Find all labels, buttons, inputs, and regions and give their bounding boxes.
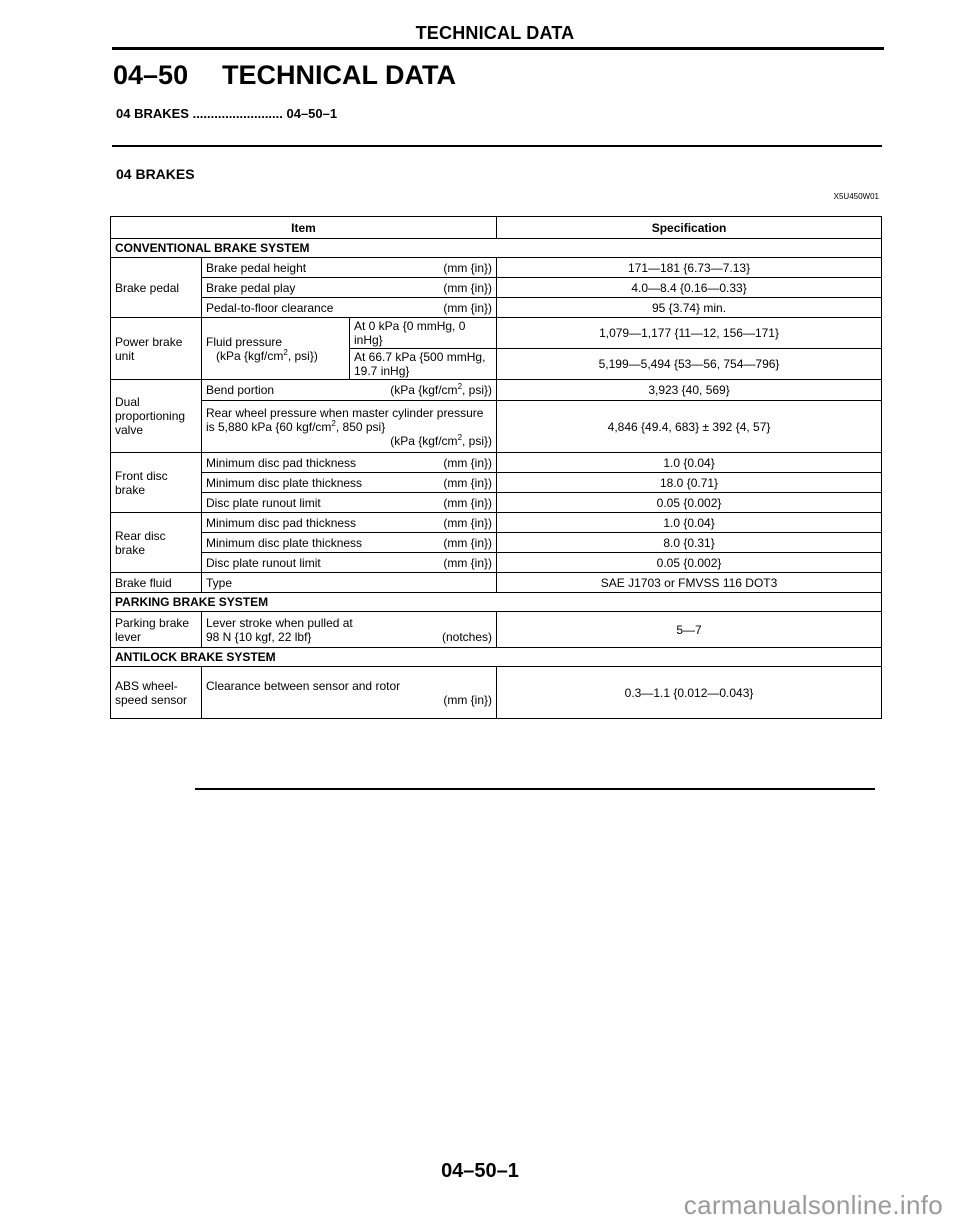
item-cell (202, 278, 497, 298)
document-id: X5U450W01 (833, 192, 879, 201)
conventional-title: CONVENTIONAL BRAKE SYSTEM (111, 239, 882, 258)
item-text: 98 N {10 kgf, 22 lbf} (206, 629, 312, 644)
spec-cell: 0.05 {0.002} (497, 553, 882, 573)
item-text: Lever stroke when pulled at (206, 615, 353, 630)
unit-part: , psi}) (287, 348, 318, 363)
category-row (111, 648, 882, 667)
table-row (111, 278, 882, 298)
pedal-label: Brake pedal (111, 258, 202, 318)
table-row (111, 533, 882, 553)
unit-text: (mm {in}) (443, 280, 493, 295)
item-cell (202, 401, 497, 453)
item-text: Minimum disc plate thickness (206, 475, 363, 490)
item-cell (202, 513, 497, 533)
parking-title: PARKING BRAKE SYSTEM (111, 593, 882, 612)
unit-part: (kPa {kgf/cm (390, 383, 458, 397)
item-text: Brake pedal play (206, 280, 296, 295)
item-part: , 850 psi} (335, 419, 386, 434)
item-cell (202, 453, 497, 473)
spec-cell: 1.0 {0.04} (497, 513, 882, 533)
table-row (111, 298, 882, 318)
table-row (111, 553, 882, 573)
item-text: Minimum disc pad thickness (206, 455, 357, 470)
header-rule (112, 47, 884, 50)
unit-text: (mm {in}) (443, 515, 493, 530)
spec-cell: 4.0—8.4 {0.16—0.33} (497, 278, 882, 298)
unit-part: , psi}) (462, 383, 493, 397)
fluid-label: Brake fluid (111, 573, 202, 593)
unit-text: (mm {in}) (443, 495, 493, 510)
spec-cell: 8.0 {0.31} (497, 533, 882, 553)
item-text (206, 406, 492, 434)
spec-header: Specification (497, 217, 882, 239)
footer-rule (195, 788, 875, 790)
unit-sup: 2 (457, 432, 463, 442)
condition-cell: At 0 kPa {0 mmHg, 0 inHg} (350, 318, 497, 349)
section-number: 04–50 (113, 60, 189, 90)
table-header-row (111, 217, 882, 239)
spec-cell: 171—181 {6.73—7.13} (497, 258, 882, 278)
unit-text (206, 434, 492, 448)
spec-cell: 5,199—5,494 {53—56, 754—796} (497, 349, 882, 380)
abs-label: ABS wheel-speed sensor (111, 667, 202, 719)
unit-text: (mm {in}) (443, 300, 493, 315)
toc-entry: 04 BRAKES ......................... 04–50–1 (116, 106, 338, 121)
condition-cell: At 66.7 kPa {500 mmHg, 19.7 inHg} (350, 349, 497, 380)
item-cell (202, 473, 497, 493)
table-row (111, 401, 882, 453)
item-cell (202, 318, 350, 380)
abs-title: ANTILOCK BRAKE SYSTEM (111, 648, 882, 667)
dual-label: Dual proportioning valve (111, 380, 202, 453)
item-text: Disc plate runout limit (206, 495, 321, 510)
unit-sup: 2 (457, 382, 463, 391)
table-row (111, 513, 882, 533)
item-text: Brake pedal height (206, 260, 307, 275)
item-text: Minimum disc pad thickness (206, 515, 357, 530)
spec-cell: 0.3—1.1 {0.012—0.043} (497, 667, 882, 719)
category-row (111, 239, 882, 258)
item-text: Clearance between sensor and rotor (206, 678, 401, 693)
table-row (111, 612, 882, 648)
section-title: TECHNICAL DATA (222, 60, 456, 90)
spec-cell: 1.0 {0.04} (497, 453, 882, 473)
table-row (111, 573, 882, 593)
item-header: Item (111, 217, 497, 239)
rear-label: Rear disc brake (111, 513, 202, 573)
item-text: Disc plate runout limit (206, 555, 321, 570)
table-row (111, 493, 882, 513)
spec-cell: 18.0 {0.71} (497, 473, 882, 493)
spec-cell: 5—7 (497, 612, 882, 648)
item-text: Minimum disc plate thickness (206, 535, 363, 550)
item-cell (202, 553, 497, 573)
item-cell (202, 533, 497, 553)
item-cell (202, 380, 497, 401)
item-text: Fluid pressure (206, 334, 283, 349)
spec-cell: SAE J1703 or FMVSS 116 DOT3 (497, 573, 882, 593)
table-row (111, 318, 882, 349)
category-row (111, 593, 882, 612)
unit-sup: 2 (283, 347, 288, 357)
unit-text (206, 349, 345, 363)
item-cell: Type (202, 573, 497, 593)
subsection-heading: 04 BRAKES (116, 166, 195, 182)
unit-text: (mm {in}) (443, 692, 493, 707)
unit-part: , psi}) (462, 433, 493, 448)
spec-cell: 0.05 {0.002} (497, 493, 882, 513)
item-cell (202, 667, 497, 719)
parking-label: Parking brake lever (111, 612, 202, 648)
item-text: Bend portion (206, 383, 275, 397)
table-row (111, 258, 882, 278)
item-cell (202, 493, 497, 513)
table-row (111, 473, 882, 493)
table-row (111, 453, 882, 473)
item-sup: 2 (331, 418, 336, 428)
spec-cell: 1,079—1,177 {11—12, 156—171} (497, 318, 882, 349)
unit-part: (kPa {kgf/cm (216, 348, 284, 363)
unit-part: (kPa {kgf/cm (390, 433, 458, 448)
item-text: Pedal-to-floor clearance (206, 300, 334, 315)
watermark: carmanualsonline.info (683, 1190, 943, 1220)
table-row (111, 380, 882, 401)
item-cell (202, 298, 497, 318)
unit-text: (mm {in}) (443, 475, 493, 490)
item-part: Rear wheel pressure when master cylinder pressure is 5,880 kPa {60 kgf/cm (206, 405, 484, 434)
running-header: TECHNICAL DATA (415, 23, 575, 43)
spec-table (110, 216, 882, 719)
unit-text (390, 383, 492, 397)
unit-text: (mm {in}) (443, 260, 493, 275)
spec-cell: 3,923 {40, 569} (497, 380, 882, 401)
front-label: Front disc brake (111, 453, 202, 513)
page-number: 04–50–1 (441, 1160, 519, 1182)
item-cell (202, 612, 497, 648)
unit-text: (notches) (442, 629, 493, 644)
item-cell (202, 258, 497, 278)
spec-cell: 4,846 {49.4, 683} ± 392 {4, 57} (497, 401, 882, 453)
unit-text: (mm {in}) (443, 455, 493, 470)
spec-cell: 95 {3.74} min. (497, 298, 882, 318)
unit-text: (mm {in}) (443, 555, 493, 570)
power-label: Power brake unit (111, 318, 202, 380)
table-row (111, 667, 882, 719)
unit-text: (mm {in}) (443, 535, 493, 550)
toc-rule (112, 145, 882, 147)
